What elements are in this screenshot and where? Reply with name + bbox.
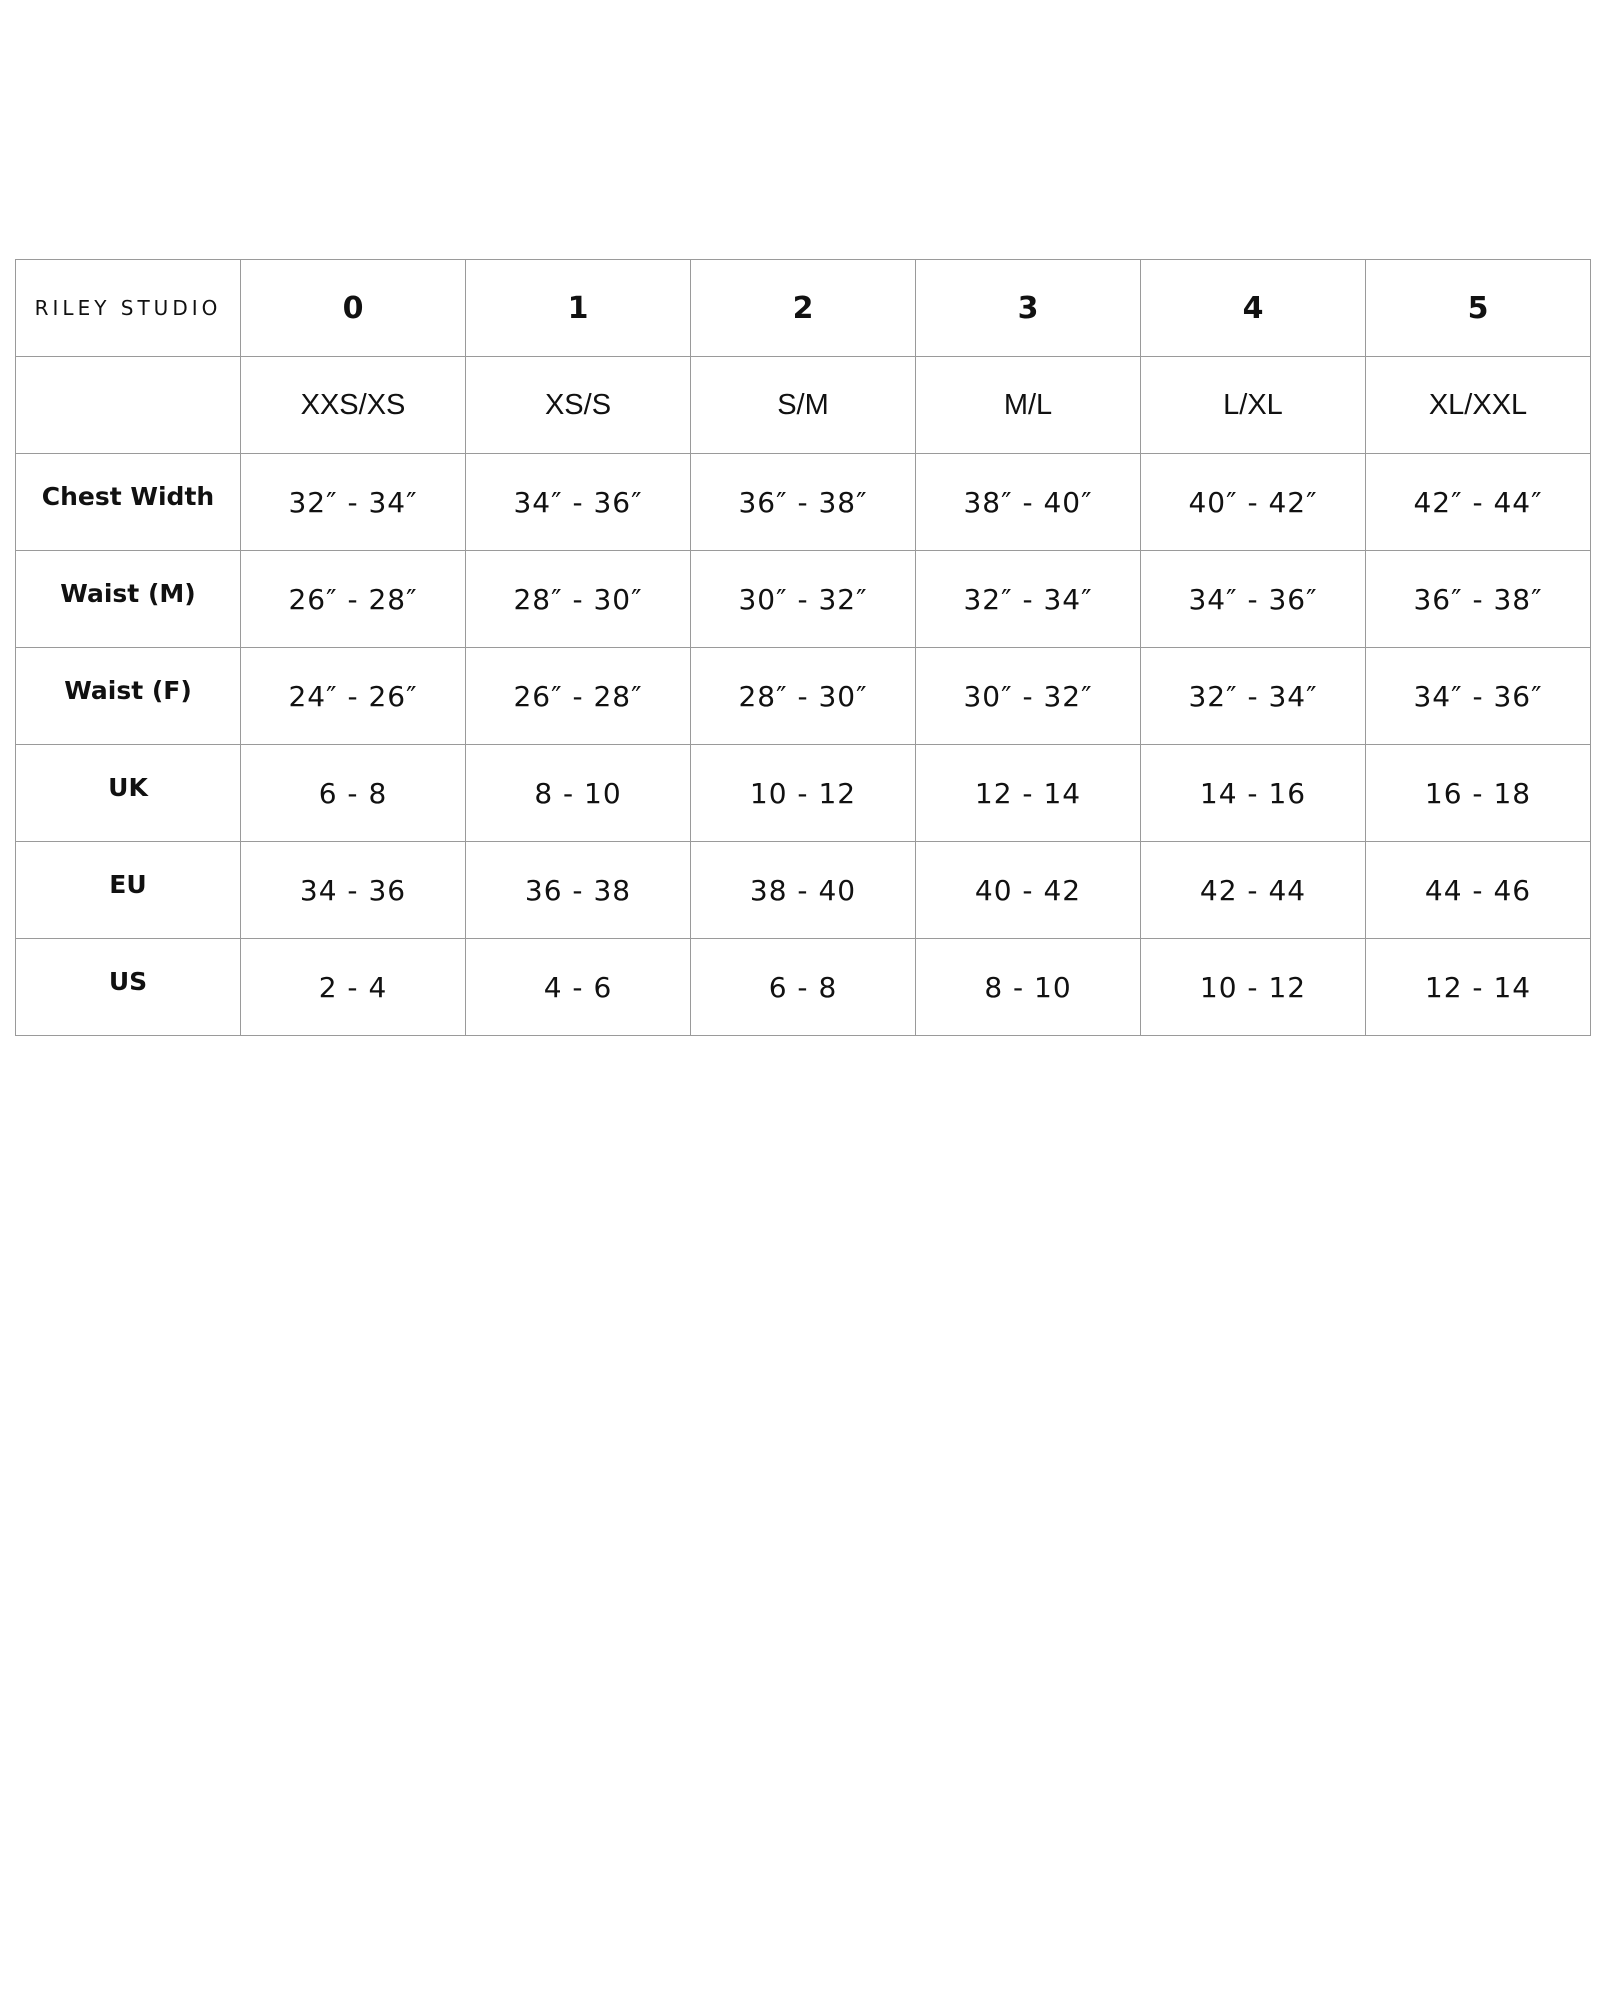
measurement-value: 12 - 14: [1424, 970, 1532, 1004]
measurement-cell: [916, 842, 1141, 939]
size-number-cell: [1366, 260, 1591, 357]
measurement-cell: [1141, 551, 1366, 648]
measurement-value: 26″ - 28″: [513, 679, 643, 713]
measurement-cell: [1141, 648, 1366, 745]
measurement-cell: [241, 454, 466, 551]
size-number-cell: [916, 260, 1141, 357]
size-number: 4: [1242, 290, 1264, 326]
brand-logo: RILEY STUDIO: [34, 296, 222, 320]
measurement-value: 36″ - 38″: [1413, 582, 1543, 616]
measurement-cell: [691, 745, 916, 842]
measurement-cell: [691, 551, 916, 648]
measurement-cell: [1141, 939, 1366, 1036]
measurement-value: 42″ - 44″: [1413, 485, 1543, 519]
measurement-value: 30″ - 32″: [738, 582, 868, 616]
size-number-cell: [1141, 260, 1366, 357]
row-label-cell: [16, 648, 241, 745]
measurement-cell: [916, 745, 1141, 842]
measurement-cell: [466, 842, 691, 939]
measurement-value: 28″ - 30″: [738, 679, 868, 713]
measurement-cell: [241, 745, 466, 842]
us-row: [16, 939, 1591, 1036]
row-label-cell: [16, 842, 241, 939]
row-label-cell: [16, 939, 241, 1036]
measurement-value: 28″ - 30″: [513, 582, 643, 616]
size-label: S/M: [777, 388, 829, 421]
measurement-value: 10 - 12: [1199, 970, 1307, 1004]
size-number-row: [16, 260, 1591, 357]
measurement-value: 30″ - 32″: [963, 679, 1093, 713]
measurement-value: 32″ - 34″: [963, 582, 1093, 616]
measurement-value: 40 - 42: [974, 873, 1082, 907]
brand-cell: [16, 260, 241, 357]
row-label: UK: [108, 772, 148, 802]
measurement-value: 8 - 10: [534, 776, 622, 810]
measurement-cell: [1366, 842, 1591, 939]
measurement-value: 34″ - 36″: [1188, 582, 1318, 616]
uk-row: [16, 745, 1591, 842]
measurement-cell: [241, 842, 466, 939]
measurement-value: 42 - 44: [1199, 873, 1307, 907]
row-label: Waist (F): [64, 675, 192, 705]
measurement-cell: [466, 454, 691, 551]
size-number: 2: [792, 290, 814, 326]
measurement-cell: [916, 648, 1141, 745]
size-label: XS/S: [544, 388, 612, 421]
measurement-cell: [691, 454, 916, 551]
measurement-cell: [241, 551, 466, 648]
size-label-cell: [466, 357, 691, 454]
measurement-value: 10 - 12: [749, 776, 857, 810]
measurement-value: 44 - 46: [1424, 873, 1532, 907]
eu-row: [16, 842, 1591, 939]
measurement-cell: [916, 454, 1141, 551]
size-label: XXS/XS: [300, 388, 406, 421]
size-number: 1: [567, 290, 589, 326]
measurement-cell: [466, 648, 691, 745]
size-label: XL/XXL: [1428, 388, 1528, 421]
size-label: M/L: [1003, 388, 1053, 421]
measurement-value: 40″ - 42″: [1188, 485, 1318, 519]
measurement-cell: [241, 648, 466, 745]
measurement-value: 14 - 16: [1199, 776, 1307, 810]
measurement-value: 16 - 18: [1424, 776, 1532, 810]
row-label-cell: [16, 551, 241, 648]
measurement-cell: [466, 939, 691, 1036]
size-number-cell: [466, 260, 691, 357]
size-label-cell: [1366, 357, 1591, 454]
measurement-value: 36″ - 38″: [738, 485, 868, 519]
size-label-cell: [691, 357, 916, 454]
waist-f-row: [16, 648, 1591, 745]
measurement-cell: [1366, 648, 1591, 745]
measurement-value: 34″ - 36″: [1413, 679, 1543, 713]
measurement-cell: [916, 939, 1141, 1036]
row-label-cell: [16, 745, 241, 842]
size-label-cell: [1141, 357, 1366, 454]
measurement-value: 26″ - 28″: [288, 582, 418, 616]
measurement-cell: [1141, 745, 1366, 842]
measurement-cell: [466, 745, 691, 842]
measurement-value: 2 - 4: [318, 970, 388, 1004]
measurement-cell: [1141, 454, 1366, 551]
measurement-cell: [1366, 939, 1591, 1036]
measurement-cell: [916, 551, 1141, 648]
measurement-value: 8 - 10: [984, 970, 1072, 1004]
measurement-value: 12 - 14: [974, 776, 1082, 810]
measurement-cell: [691, 648, 916, 745]
measurement-value: 34″ - 36″: [513, 485, 643, 519]
measurement-cell: [466, 551, 691, 648]
size-number: 3: [1017, 290, 1039, 326]
size-label-cell: [241, 357, 466, 454]
measurement-value: 6 - 8: [318, 776, 388, 810]
chest-width-row: [16, 454, 1591, 551]
size-label: L/XL: [1223, 388, 1283, 421]
size-chart-table: [15, 259, 1591, 1036]
empty-corner-cell: [16, 357, 241, 454]
size-number: 5: [1467, 290, 1489, 326]
waist-m-row: [16, 551, 1591, 648]
measurement-value: 24″ - 26″: [288, 679, 418, 713]
measurement-cell: [241, 939, 466, 1036]
measurement-cell: [691, 842, 916, 939]
measurement-cell: [691, 939, 916, 1036]
measurement-value: 4 - 6: [543, 970, 613, 1004]
row-label: Waist (M): [60, 578, 196, 608]
measurement-value: 38″ - 40″: [963, 485, 1093, 519]
row-label: US: [108, 966, 148, 996]
measurement-cell: [1141, 842, 1366, 939]
measurement-cell: [1366, 745, 1591, 842]
row-label: EU: [109, 869, 147, 899]
size-number: 0: [342, 290, 364, 326]
row-label-cell: [16, 454, 241, 551]
measurement-cell: [1366, 454, 1591, 551]
measurement-value: 34 - 36: [299, 873, 407, 907]
row-label: Chest Width: [41, 481, 215, 511]
measurement-value: 32″ - 34″: [1188, 679, 1318, 713]
measurement-value: 38 - 40: [749, 873, 857, 907]
size-number-cell: [241, 260, 466, 357]
measurement-value: 32″ - 34″: [288, 485, 418, 519]
size-number-cell: [691, 260, 916, 357]
size-label-cell: [916, 357, 1141, 454]
measurement-value: 36 - 38: [524, 873, 632, 907]
size-label-row: [16, 357, 1591, 454]
measurement-cell: [1366, 551, 1591, 648]
measurement-value: 6 - 8: [768, 970, 838, 1004]
